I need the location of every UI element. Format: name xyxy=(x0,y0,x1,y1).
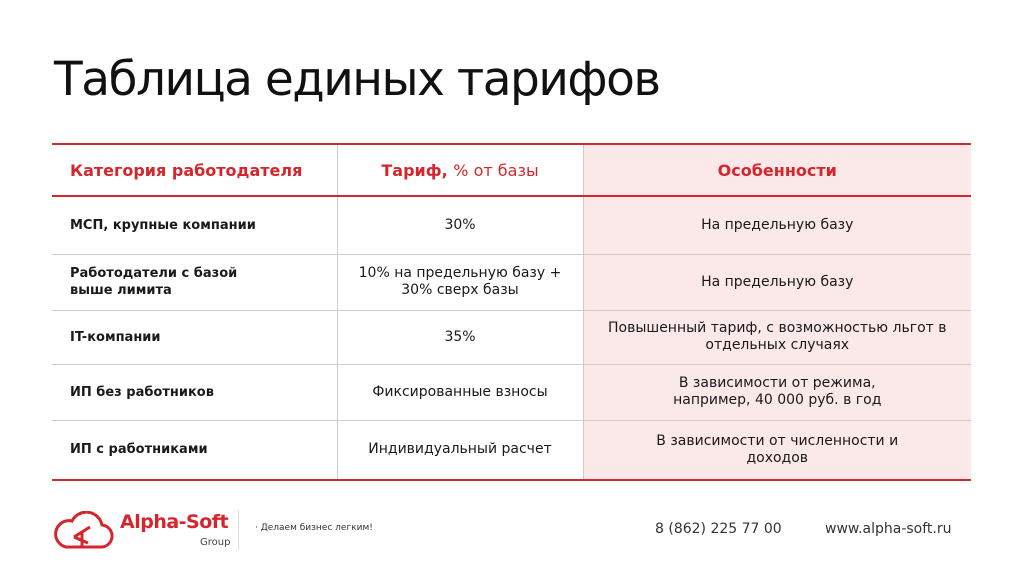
table-row xyxy=(52,310,971,364)
brand-group: Group xyxy=(200,537,231,548)
cell-category: IT-компании xyxy=(52,310,337,364)
table-row xyxy=(52,420,971,480)
cell-category: ИП с работниками xyxy=(52,420,337,480)
header-tariff xyxy=(337,144,583,196)
cell-tariff: 35% xyxy=(337,310,583,364)
cell-features: В зависимости от режима, например, 40 000 руб. в год xyxy=(583,364,971,420)
cell-category: ИП без работников xyxy=(52,364,337,420)
cell-category: Работодатели с базой выше лимита xyxy=(52,254,337,310)
cloud-logo-icon xyxy=(52,511,114,551)
brand-name: Alpha-Soft xyxy=(120,511,229,533)
cell-tariff: 30% xyxy=(337,196,583,254)
cell-tariff: Индивидуальный расчет xyxy=(337,420,583,480)
footer xyxy=(52,508,972,552)
tariff-table xyxy=(52,143,971,481)
cell-features: На предельную базу xyxy=(583,196,971,254)
table-row xyxy=(52,364,971,420)
page-title: Таблица единых тарифов xyxy=(54,52,660,107)
cell-category: МСП, крупные компании xyxy=(52,196,337,254)
header-tariff-bold: Тариф, xyxy=(381,160,448,180)
cell-features: На предельную базу xyxy=(583,254,971,310)
phone-number: 8 (862) 225 77 00 xyxy=(655,521,782,537)
table-row xyxy=(52,254,971,310)
cell-tariff: Фиксированные взносы xyxy=(337,364,583,420)
website: www.alpha-soft.ru xyxy=(825,521,952,537)
header-category: Категория работодателя xyxy=(52,144,337,196)
header-features: Особенности xyxy=(583,144,971,196)
cell-features: В зависимости от численности и доходов xyxy=(583,420,971,480)
slogan: · Делаем бизнес легким! xyxy=(255,523,373,533)
cell-features: Повышенный тариф, с возможностью льгот в отдельных случаях xyxy=(583,310,971,364)
divider xyxy=(238,510,239,550)
table-header-row xyxy=(52,144,971,196)
cell-tariff: 10% на предельную базу + 30% сверх базы xyxy=(337,254,583,310)
header-tariff-light: % от базы xyxy=(453,160,539,180)
table-row xyxy=(52,196,971,254)
